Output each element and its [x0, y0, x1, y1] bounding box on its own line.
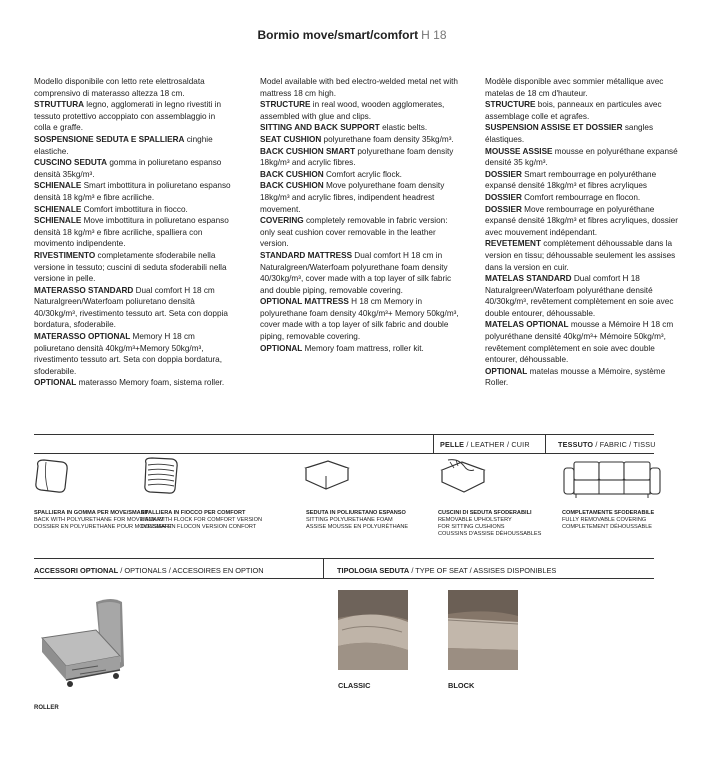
roller-label: ROLLER — [34, 705, 59, 711]
divider-accessories — [34, 578, 323, 579]
spec-paragraph — [34, 157, 234, 180]
spec-heading: MATELAS OPTIONAL — [485, 320, 569, 330]
spec-heading: SOSPENSIONE SEDUTA E SPALLIERA — [34, 134, 185, 144]
spec-heading: SCHIENALE — [34, 216, 82, 226]
spec-paragraph — [260, 134, 460, 146]
spec-text: Memory foam mattress, roller kit. — [302, 343, 424, 353]
spec-text: legno, agglomerati in legno rivestiti in tessuto protettivo accoppiato con assemblaggio in colla e graffe. — [34, 100, 222, 133]
spec-text: sangles élastiques. — [485, 123, 654, 144]
spec-paragraph — [260, 343, 460, 355]
spec-text: Dual comfort H 18 cm Naturalgreen/Waterfoam poliuretano densità 40/30kg/m³, rivestimento tessuto art. Seta con doppia bordatura, sfoderabile. — [34, 285, 228, 330]
cushion-flock-icon — [140, 455, 182, 502]
spec-paragraph — [34, 377, 234, 389]
spec-text: materasso Memory foam, sistema roller. — [76, 378, 225, 388]
spec-text: Smart rembourrage en polyuréthane expansé densité 18kg/m³ et fibres acryliques — [485, 169, 657, 191]
spec-heading: SCHIENALE — [34, 204, 82, 214]
seat-type-heading: TIPOLOGIA SEDUTA / TYPE OF SEAT / ASSISES DISPONIBLES — [337, 566, 557, 575]
divider-vertical — [323, 558, 324, 578]
spec-paragraph — [485, 146, 685, 169]
seat-cushion-icon — [302, 458, 352, 499]
spec-paragraph — [485, 99, 685, 122]
spec-paragraph — [485, 122, 685, 145]
spec-text: Modèle disponible avec sommier métallique avec matelas de 18 cm d'hauteur. — [485, 77, 664, 98]
feature-line: DOSSIER EN FLOCON VERSION CONFORT — [141, 524, 257, 530]
spec-heading: CUSCINO SEDUTA — [34, 158, 108, 168]
divider-header — [34, 453, 654, 454]
spec-text: polyurethane foam density 35kg/m³. — [321, 134, 454, 144]
feature-caption — [438, 510, 578, 538]
spec-text: complètement déhoussable dans la version en tissu; déhoussable seulement les assises dans la version en cuir. — [485, 239, 676, 272]
cushion-foam-icon — [32, 456, 72, 501]
divider-vertical — [433, 434, 434, 453]
feature-title: SPALLIERA IN FIOCCO PER COMFORT — [141, 510, 246, 516]
spec-heading: DOSSIER — [485, 204, 522, 214]
spec-heading: MATELAS STANDARD — [485, 274, 572, 284]
spec-heading: MOUSSE ASSISE — [485, 146, 553, 156]
spec-paragraph — [260, 250, 460, 296]
spec-heading: OPTIONAL — [485, 366, 528, 376]
feature-title: SPALLIERA IN GOMMA PER MOVE/SMART — [34, 510, 149, 516]
feature-caption — [562, 510, 702, 531]
spec-text: H 18 cm Memory in polyurethane foam density 40kg/m³+ Memory 50kg/m³, cover made with a top layer of silk fabric and double piping, removable covering. — [260, 297, 459, 342]
spec-paragraph — [34, 285, 234, 331]
spec-heading: BACK CUSHION SMART — [260, 146, 356, 156]
spec-paragraph — [260, 99, 460, 122]
feature-line: DOSSIER EN POLYURETHANE POUR MOVE/SMART — [34, 524, 173, 530]
product-height: H 18 — [421, 28, 447, 42]
feature-caption — [306, 510, 446, 531]
spec-text: Comfort rembourrage en flocon. — [521, 192, 641, 202]
spec-text: cinghie elastiche. — [34, 134, 213, 156]
spec-paragraph — [260, 76, 460, 99]
divider-seat-types — [323, 578, 654, 579]
feature-line: FULLY REMOVABLE COVERING — [562, 517, 647, 523]
feature-line: ASSISE MOUSSE EN POLYURÉTHANE — [306, 524, 409, 530]
feature-title: SEDUTA IN POLIURETANO ESPANSO — [306, 510, 406, 516]
spec-heading: OPTIONAL — [260, 343, 303, 353]
feature-line: COMPLETEMENT DÉHOUSSABLE — [562, 524, 653, 530]
feature-caption — [141, 510, 281, 531]
spec-paragraph — [34, 76, 234, 99]
sofa-icon — [562, 458, 662, 505]
seat-block-label: BLOCK — [448, 681, 475, 690]
spec-text: Dual comfort H 18 Naturalgreen/Waterfoam polyuréthane densité 40/30kg/m³, revêtement complètement en soie avec double entourer, déhoussable. — [485, 274, 674, 318]
spec-heading: OPTIONAL — [34, 378, 77, 388]
spec-paragraph — [34, 331, 234, 377]
feature-line: SITTING POLYURETHANE FOAM — [306, 517, 393, 523]
spec-text: Comfort acrylic flock. — [323, 169, 402, 179]
removable-cushion-icon — [438, 456, 488, 503]
feature-line: FOR SITTING CUSHIONS — [438, 524, 505, 530]
spec-heading: MATERASSO OPTIONAL — [34, 332, 131, 342]
feature-line: BACK WITH POLYURETHANE FOR MOVE/SMART — [34, 517, 165, 523]
divider-top — [34, 434, 654, 435]
spec-paragraph — [485, 366, 685, 389]
spec-heading: DOSSIER — [485, 192, 522, 202]
seat-block-image — [448, 590, 518, 670]
leather-label: PELLE / LEATHER / CUIR — [440, 440, 530, 449]
spec-text: Smart imbottitura in poliuretano espanso densità 18 kg/m³ e fibre acriliche. — [34, 181, 231, 202]
product-name: Bormio move/smart/comfort — [257, 28, 419, 42]
spec-text: matelas mousse a Mémoire, système Roller. — [485, 366, 666, 388]
spec-paragraph — [34, 250, 234, 285]
spec-heading: STRUCTURE — [260, 100, 311, 110]
spec-heading: OPTIONAL MATTRESS — [260, 297, 349, 307]
spec-text: Dual comfort H 18 cm in Naturalgreen/Waterfoam polyurethane foam density 40/30kg/m³, cover made with a top layer of silk fabric and double piping, removable covering. — [260, 250, 452, 295]
spec-text: Model available with bed electro-welded metal net with mattress 18 cm high. — [260, 77, 458, 98]
spec-text: bois, panneaux en particules avec assemblage colle et agrafes. — [485, 100, 662, 121]
spec-paragraph — [34, 180, 234, 203]
spec-text: completamente sfoderabile nella versione in tessuto; cuscini di seduta sfoderabili nella versione in pelle. — [34, 250, 227, 284]
spec-paragraph — [260, 180, 460, 215]
spec-text: Move rembourrage en polyuréthane expansé densité 18kg/m³ et fibres acryliques, dossier avec mouvement indépendant. — [485, 204, 678, 237]
spec-paragraph — [34, 134, 234, 157]
seat-classic-label: CLASSIC — [338, 681, 371, 690]
spec-paragraph — [485, 273, 685, 319]
spec-heading: SUSPENSION ASSISE ET DOSSIER — [485, 123, 623, 133]
spec-paragraph — [485, 76, 685, 99]
spec-paragraph — [485, 319, 685, 365]
spec-text: completely removable in fabric version: only seat cushion cover removable in the leather version. — [260, 216, 448, 249]
spec-paragraph — [260, 146, 460, 169]
fabric-label: TESSUTO / FABRIC / TISSU — [558, 440, 656, 449]
feature-line: COUSSINS D'ASSISE DÉHOUSSABLES — [438, 531, 542, 537]
spec-text: mousse en polyuréthane expansé densité 35 kg/m³. — [485, 146, 678, 168]
spec-text: elastic belts. — [379, 123, 428, 133]
spec-text: polyurethane foam density 18kg/m³ and acrylic fibres. — [260, 146, 454, 168]
spec-heading: BACK CUSHION — [260, 181, 324, 191]
feature-title: CUSCINI DI SEDUTA SFODERABILI — [438, 510, 532, 516]
feature-line: BACK WITH FLOCK FOR COMFORT VERSION — [141, 517, 263, 523]
spec-text: Move polyurethane foam density 18kg/m³ and acrylic fibres, indipendent headrest movement. — [260, 181, 445, 214]
spec-text: mousse a Mémoire H 18 cm polyuréthane densité 40kg/m³+ Mémoire 50kg/m³, revêtement complètement en soie avec double entourer, déhoussable. — [485, 320, 674, 365]
spec-heading: SCHIENALE — [34, 181, 82, 191]
divider-bottom — [34, 558, 654, 559]
spec-heading: DOSSIER — [485, 169, 522, 179]
spec-text: Comfort imbottitura in fiocco. — [81, 204, 188, 214]
spec-heading: COVERING — [260, 216, 304, 226]
feature-title: COMPLETAMENTE SFODERABILE — [562, 510, 655, 516]
spec-heading: RIVESTIMENTO — [34, 250, 96, 260]
spec-text: gomma in poliuretano espanso densità 35kg/m³. — [34, 158, 222, 179]
spec-paragraph — [34, 99, 234, 134]
spec-paragraph — [485, 169, 685, 192]
spec-paragraph — [260, 215, 460, 250]
spec-heading: STANDARD MATTRESS — [260, 250, 353, 260]
spec-heading: REVETEMENT — [485, 239, 541, 249]
spec-paragraph — [260, 169, 460, 181]
spec-heading: STRUCTURE — [485, 100, 536, 110]
spec-paragraph — [260, 296, 460, 342]
accessories-heading: ACCESSORI OPTIONAL / OPTIONALS / ACCESOIRES EN OPTION — [34, 566, 264, 575]
spec-text: Memory H 18 cm poliuretano densità 40kg/m³+Memory 50kg/m³, rivestimento tessuto art. Seta con doppia bordatura, sfoderabile. — [34, 332, 222, 376]
divider-vertical — [545, 434, 546, 453]
spec-paragraph — [485, 204, 685, 239]
text-column-french — [485, 76, 685, 389]
page-title — [0, 28, 704, 42]
spec-text: in real wood, wooden agglomerates, assembled with glue and clips. — [260, 100, 445, 121]
seat-classic-image — [338, 590, 408, 670]
spec-heading: BACK CUSHION — [260, 169, 324, 179]
spec-heading: STRUTTURA — [34, 100, 85, 110]
spec-heading: SEAT CUSHION — [260, 134, 322, 144]
spec-heading: MATERASSO STANDARD — [34, 285, 134, 295]
spec-text: Move imbottitura in poliuretano espanso densità 18 kg/m³ e fibre acriliche, spalliera con movimento indipendente. — [34, 216, 229, 249]
spec-paragraph — [485, 238, 685, 273]
roller-sofabed-image — [36, 596, 136, 695]
spec-paragraph — [485, 192, 685, 204]
text-column-italian — [34, 76, 234, 389]
spec-paragraph — [34, 204, 234, 216]
feature-line: REMOVABLE UPHOLSTERY — [438, 517, 512, 523]
spec-paragraph — [260, 122, 460, 134]
spec-paragraph — [34, 215, 234, 250]
spec-heading: SITTING AND BACK SUPPORT — [260, 123, 380, 133]
text-column-english — [260, 76, 460, 354]
spec-text: Modello disponibile con letto rete elettrosaldata comprensivo di materasso altezza 18 cm. — [34, 77, 205, 98]
